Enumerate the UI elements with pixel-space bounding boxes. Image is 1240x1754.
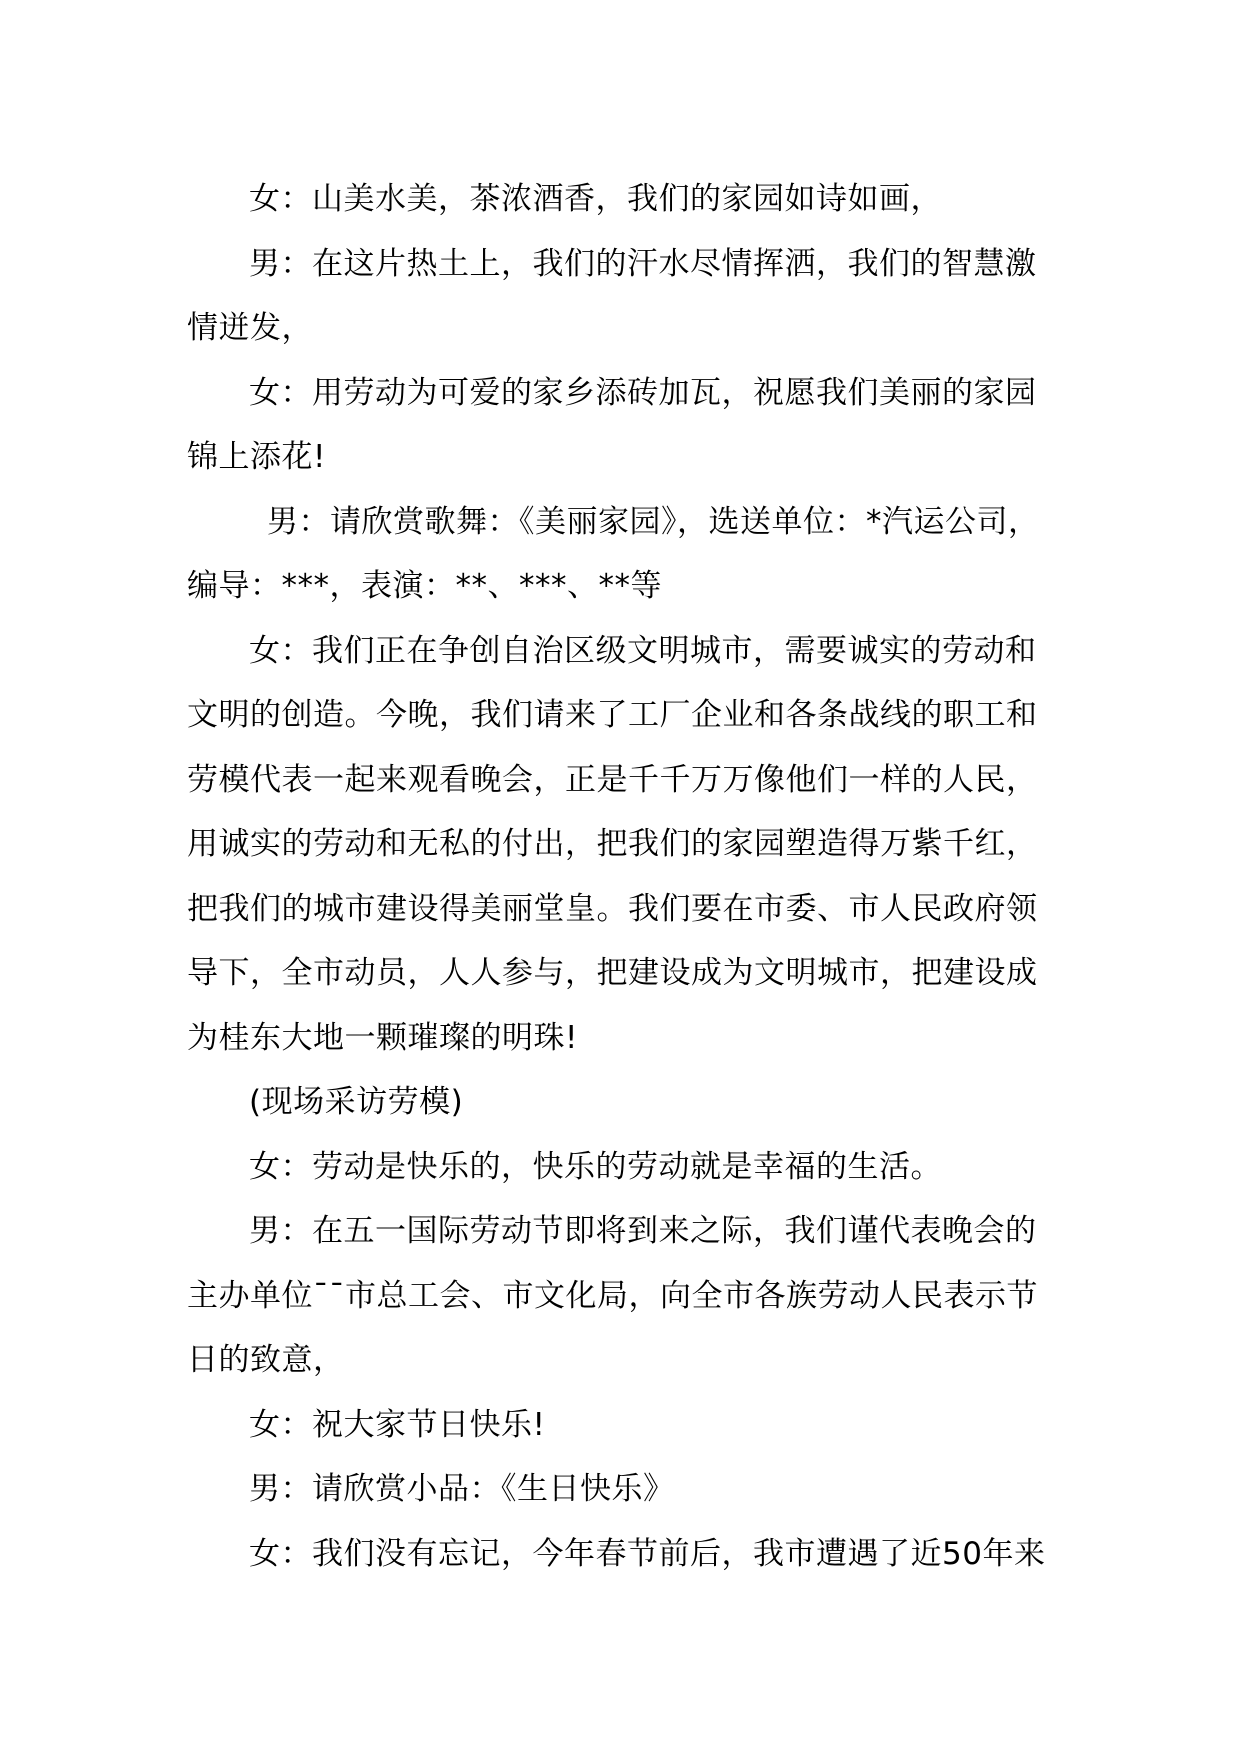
paragraph-6: (现场采访劳模): [249, 1084, 464, 1120]
paragraph-4: 男：请欣赏歌舞：《美丽家园》，选送单位：*汽运公司，编导：***，表演：**、***、**等: [187, 503, 1040, 604]
document-body: [187, 167, 1067, 1586]
paragraph-8: 男：在五一国际劳动节即将到来之际，我们谨代表晚会的主办单位¯¯市总工会、市文化局，向全市各族劳动人民表示节日的致意，: [187, 1213, 1038, 1378]
paragraph-11: 女：我们没有忘记，今年春节前后，我市遭遇了近50年来: [249, 1535, 1046, 1572]
paragraph-10: 男：请欣赏小品：《生日快乐》: [249, 1471, 675, 1507]
paragraph-2: 男：在这片热土上，我们的汗水尽情挥洒，我们的智慧激情迸发，: [187, 245, 1037, 346]
paragraph-3: 女：用劳动为可爱的家乡添砖加瓦，祝愿我们美丽的家园锦上添花!: [187, 374, 1037, 475]
paragraph-1: 女：山美水美，茶浓酒香，我们的家园如诗如画，: [249, 181, 942, 217]
paragraph-5: 女：我们正在争创自治区级文明城市，需要诚实的劳动和文明的创造。今晚，我们请来了工厂企业和各条战线的职工和劳模代表一起来观看晚会，正是千千万万像他们一样的人民，用诚实的劳动和无私的付出，把我们的家园塑造得万紫千红，把我们的城市建设得美丽堂皇。我们要在市委、市人民政府领导下，全市动员，人人参与，把建设成为文明城市，把建设成为桂东大地一颗璀璨的明珠!: [187, 632, 1038, 1056]
paragraph-9: 女：祝大家节日快乐!: [249, 1406, 546, 1443]
paragraph-7: 女：劳动是快乐的，快乐的劳动就是幸福的生活。: [249, 1148, 942, 1185]
